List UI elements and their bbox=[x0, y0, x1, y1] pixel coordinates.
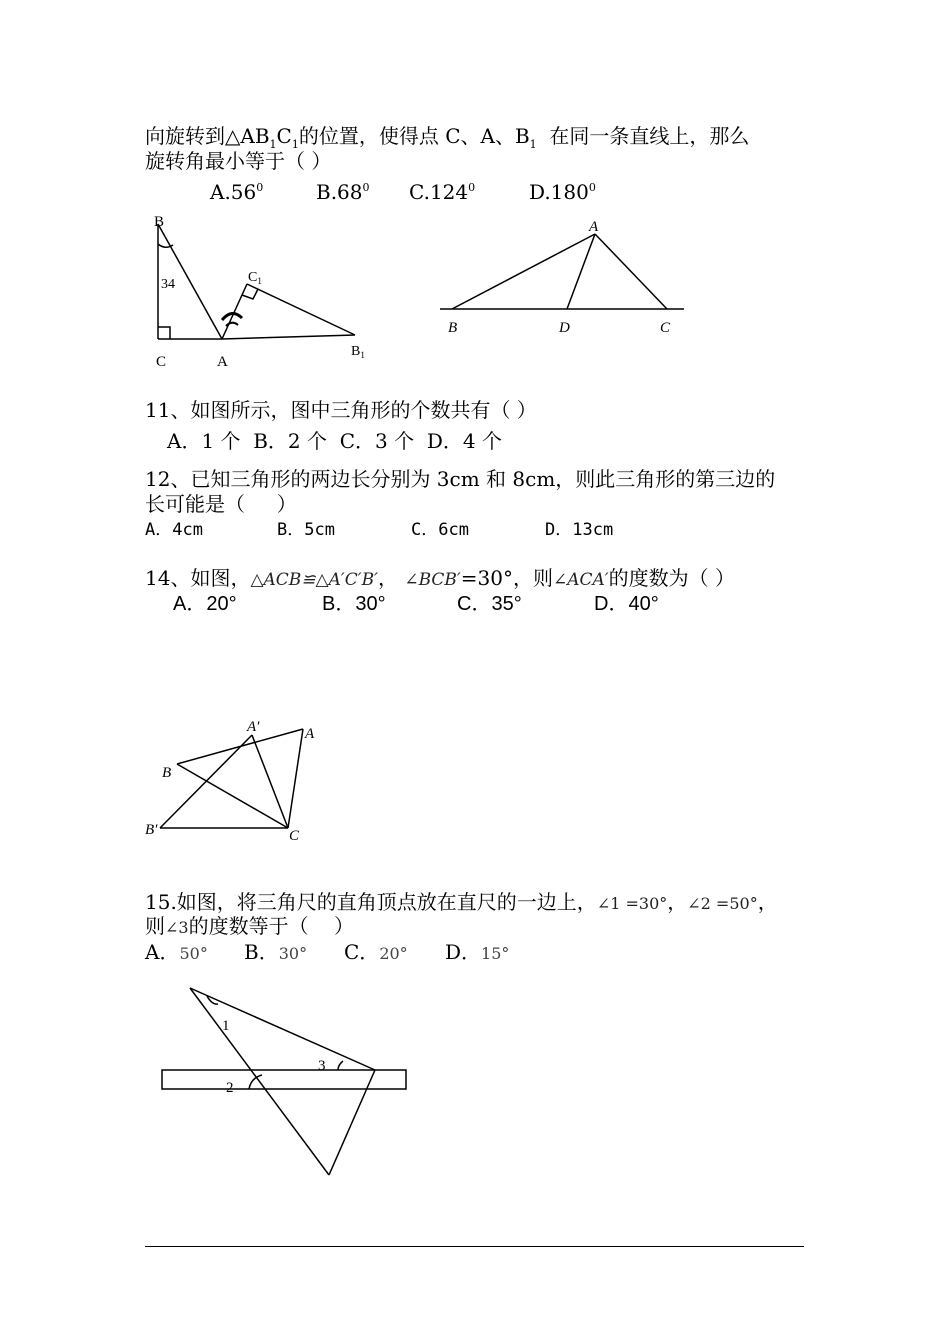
fig2-label-a: A bbox=[589, 219, 599, 235]
q14-stem: 14、如图，△ACB≌△A′C′B′， ∠BCB′=30°，则∠ACA′的度数为（ ） bbox=[145, 566, 736, 590]
q12-stem-line1: 12、已知三角形的两边长分别为 3cm 和 8cm，则此三角形的第三边的 bbox=[145, 467, 776, 491]
fig3-label-b: B bbox=[162, 765, 172, 781]
q10-option-c: C.124$^0$ bbox=[409, 179, 476, 204]
fig1-label-a: A bbox=[217, 354, 228, 370]
q14-option-b: B．30° bbox=[322, 593, 386, 615]
fig2-label-b: B bbox=[448, 320, 458, 336]
q10-option-d: D.180$^0$ bbox=[529, 179, 596, 204]
q15-option-d: D．15° bbox=[445, 940, 510, 964]
fig3-label-b-prime: B′ bbox=[145, 822, 158, 838]
q10-option-a: $A.56^0$ bbox=[210, 179, 264, 204]
fig3-label-c: C bbox=[289, 828, 300, 844]
q10-option-b: $B.68^0$ bbox=[316, 179, 370, 204]
q15-option-a: A．50° bbox=[145, 940, 208, 964]
q10-stem-line1: 向旋转到$\triangle AB_1C_1$的位置，使得点 C、A、$B_1$ 在同一条直线上，那么 bbox=[145, 124, 750, 151]
fig1-label-b: B bbox=[154, 214, 165, 230]
q12-option-c: C．6cm bbox=[411, 520, 469, 540]
fig4-label-1: 1 bbox=[222, 1018, 230, 1034]
fig1-label-c1: $C_1$ bbox=[248, 270, 262, 286]
fig1-label-b1: $B_1$ bbox=[351, 344, 365, 360]
q12-option-a: A．4cm bbox=[145, 520, 203, 540]
fig4-label-3: 3 bbox=[318, 1058, 326, 1074]
q11-options: A．1 个 B．2 个 C．3 个 D．4 个 bbox=[167, 429, 502, 453]
fig4-label-2: 2 bbox=[226, 1080, 234, 1096]
fig3-label-a: A bbox=[305, 726, 315, 742]
q15-option-c: C．20° bbox=[344, 940, 408, 964]
q12-option-b: B．5cm bbox=[277, 520, 335, 540]
q12-stem-line2: 长可能是（ ） bbox=[145, 492, 297, 516]
fig2-label-c: C bbox=[660, 320, 671, 336]
footer-divider bbox=[145, 1246, 804, 1247]
q12-option-d: D．13cm bbox=[545, 520, 614, 540]
fig1-label-angle: 34 bbox=[161, 277, 175, 292]
q10-stem-line2: 旋转角最小等于（ ） bbox=[145, 149, 332, 173]
q15-stem-line2: 则∠3的度数等于（ ） bbox=[145, 914, 355, 938]
q14-congruence: △ACB≌△A′C′B′ bbox=[250, 570, 378, 590]
q15-stem-line1: 15.如图，将三角尺的直角顶点放在直尺的一边上，∠1 =30°，∠2 =50°， bbox=[145, 890, 778, 914]
q15-option-b: B．30° bbox=[244, 940, 308, 964]
fig3-label-a-prime: A′ bbox=[247, 719, 260, 735]
q11-stem: 11、如图所示，图中三角形的个数共有（ ） bbox=[145, 398, 537, 422]
fig2-label-d: D bbox=[559, 320, 570, 336]
q14-option-c: C．35° bbox=[457, 593, 522, 615]
q14-option-a: A．20° bbox=[173, 593, 237, 615]
fig1-label-c: C bbox=[156, 354, 167, 370]
q14-option-d: D．40° bbox=[594, 593, 659, 615]
